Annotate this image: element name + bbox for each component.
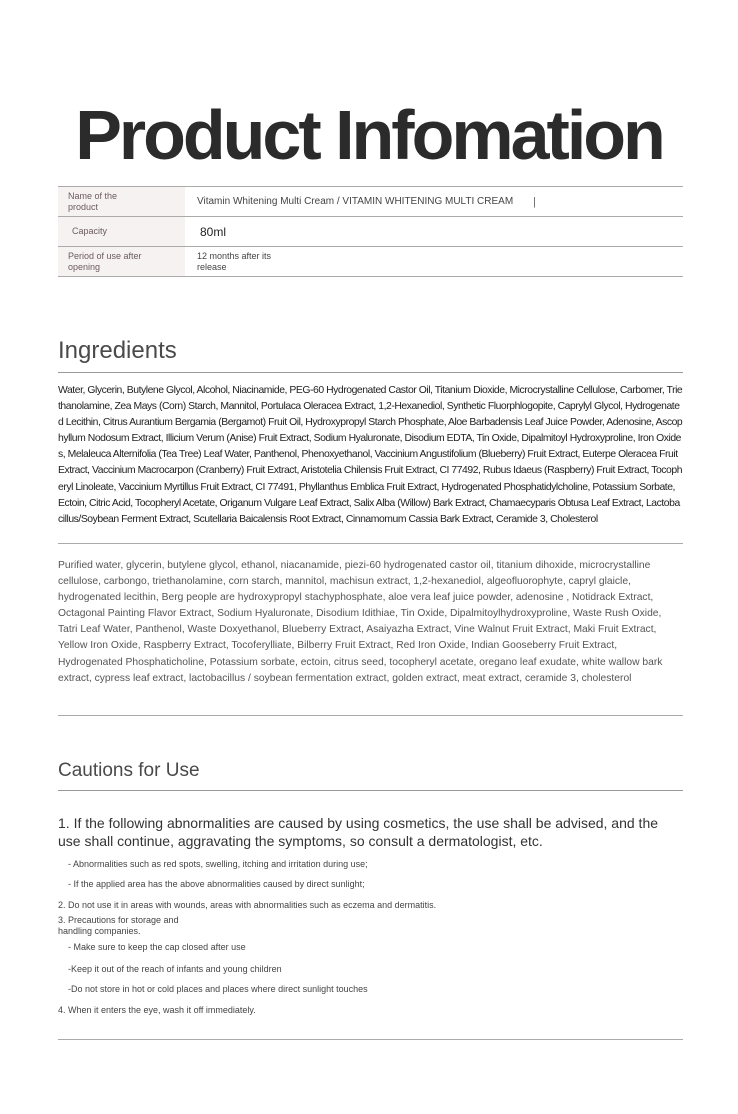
- info-value-name: [185, 187, 683, 216]
- info-value-period: [185, 247, 683, 276]
- cautions-end-divider: [58, 1039, 683, 1040]
- info-row-period: [58, 247, 683, 277]
- caution-item-3-line-2: handling companies.: [58, 926, 141, 936]
- ingredients-english: Water, Glycerin, Butylene Glycol, Alcohol, Niacinamide, PEG-60 Hydrogenated Castor Oil, Titanium Dioxide, Microcrystalline Cellulose, Carbomer, Triethanolamine, Zea Mays (Corn) Starch, Mannitol, Portulaca Oleracea Extract, 1,2-Hexanediol, Synthetic Fluorphlogopite, Caprylyl Glycol, Hydrogenated Lecithin, Citrus Aurantium Bergamia (Bergamot) Fruit Oil, Hydroxypropyl Starch Phosphate, Aloe Barbadensis Leaf Juice Powder, Adenosine, Ascophyllum Nodosum Extract, Illicium Verum (Anise) Fruit Extract, Sodium Hyaluronate, Disodium EDTA, Tin Oxide, Dipalmitoyl Hydroxyproline, Iron Oxides, Melaleuca Alternifolia (Tea Tree) Leaf Water, Panthenol, Phenoxyethanol, Vaccinium Angustifolium (Blueberry) Fruit Extract, Euterpe Oleracea Fruit Extract, Vaccinium Macrocarpon (Cranberry) Fruit Extract, Aristotelia Chilensis Fruit Extract, CI 77492, Rubus Idaeus (Raspberry) Fruit Extract, Tocopheryl Linoleate, Vaccinium Myrtillus Fruit Extract, CI 77491, Phyllanthus Emblica Fruit Extract, Hydrogenated Phosphatidylcholine, Potassium Sorbate, Ectoin, Citric Acid, Tocopheryl Acetate, Origanum Vulgare Leaf Extract, Salix Alba (Willow) Bark Extract, Chamaecyparis Obtusa Leaf Extract, Lactobacillus/Soybean Ferment Extract, Scutellaria Baicalensis Root Extract, Cinnamomum Cassia Bark Extract, Ceramide 3, Cholesterol: [58, 385, 683, 525]
- caution-item-4: 4. When it enters the eye, wash it off immediately.: [58, 1005, 256, 1015]
- ingredients-translated: Purified water, glycerin, butylene glycol, ethanol, niacanamide, piezi-60 hydrogenated castor oil, titanium dihoxide, microcrystalline cellulose, carbongo, triethanolamine, corn starch, mannitol, machisun extract, 1,2-hexanediol, algeofluorophyte, capryl glaicle, hydrogenated lecithin, Berg people are hydroxypropyl stachyphosphate, aloe vera leaf juice powder, adenosine , Notidrack Extract, Octagonal Painting Flavor Extract, Sodium Hyaluronate, Disodium Idithiae, Tin Oxide, Dipalmitoylhydroxyproline, Waste Rush Oxide, Tatri Leaf Water, Panthenol, Waste Doxyethanol, Blueberry Extract, Asaiyazha Extract, Vine Walnut Fruit Extract, Maki Fruit Extract, Yellow Iron Oxide, Raspberry Extract, Tocoferylliate, Bilberry Fruit Extract, Red Iron Oxide, Indian Gooseberry Fruit Extract, Hydrogenated Phosphaticholine, Potassium sorbate, ectoin, citrus seed, tocopheryl acetate, oregano leaf exudate, white wallow bark extract, cypress leaf extract, lactobacillus / soybean fermentation extract, golden extract, meat extract, ceramide 3, cholesterol: [58, 560, 663, 684]
- caution-item-3-sub-3: -Do not store in hot or cold places and places where direct sunlight touches: [68, 984, 368, 994]
- text-cursor-mark: |: [533, 195, 537, 208]
- product-name-text: Vitamin Whitening Multi Cream / VITAMIN WHITENING MULTI CREAM: [197, 196, 514, 207]
- caution-item-3-sub-1: - Make sure to keep the cap closed after use: [68, 942, 246, 952]
- info-row-capacity: [58, 217, 683, 247]
- ingredients-divider: [58, 543, 683, 544]
- ingredients-end-divider: [58, 715, 683, 716]
- product-info-table: [58, 186, 683, 277]
- info-label-period: Period of use after opening: [58, 247, 185, 276]
- caution-item-1: 1. If the following abnormalities are caused by using cosmetics, the use shall be advised, and the use shall continue, aggravating the symptoms, so consult a dermatologist, etc.: [58, 815, 659, 849]
- caution-item-3-line-1: 3. Precautions for storage and: [58, 915, 179, 925]
- caution-item-3-sub-2: -Keep it out of the reach of infants and young children: [68, 964, 282, 974]
- ingredients-heading: Ingredients: [58, 336, 683, 373]
- info-row-name: [58, 187, 683, 217]
- period-text: 12 months after its release: [197, 250, 272, 272]
- info-value-capacity: 80ml: [200, 224, 227, 239]
- info-label-capacity: Capacity: [58, 217, 185, 246]
- cautions-heading: Cautions for Use: [58, 758, 683, 791]
- info-label-name: Name of the product: [58, 187, 185, 216]
- caution-item-1-sub-2: - If the applied area has the above abnormalities caused by direct sunlight;: [68, 879, 365, 889]
- caution-item-1-sub-1: - Abnormalities such as red spots, swelling, itching and irritation during use;: [68, 859, 368, 869]
- page-title: Product Infomation: [75, 95, 663, 174]
- caution-item-2: 2. Do not use it in areas with wounds, areas with abnormalities such as eczema and dermatitis.: [58, 900, 437, 910]
